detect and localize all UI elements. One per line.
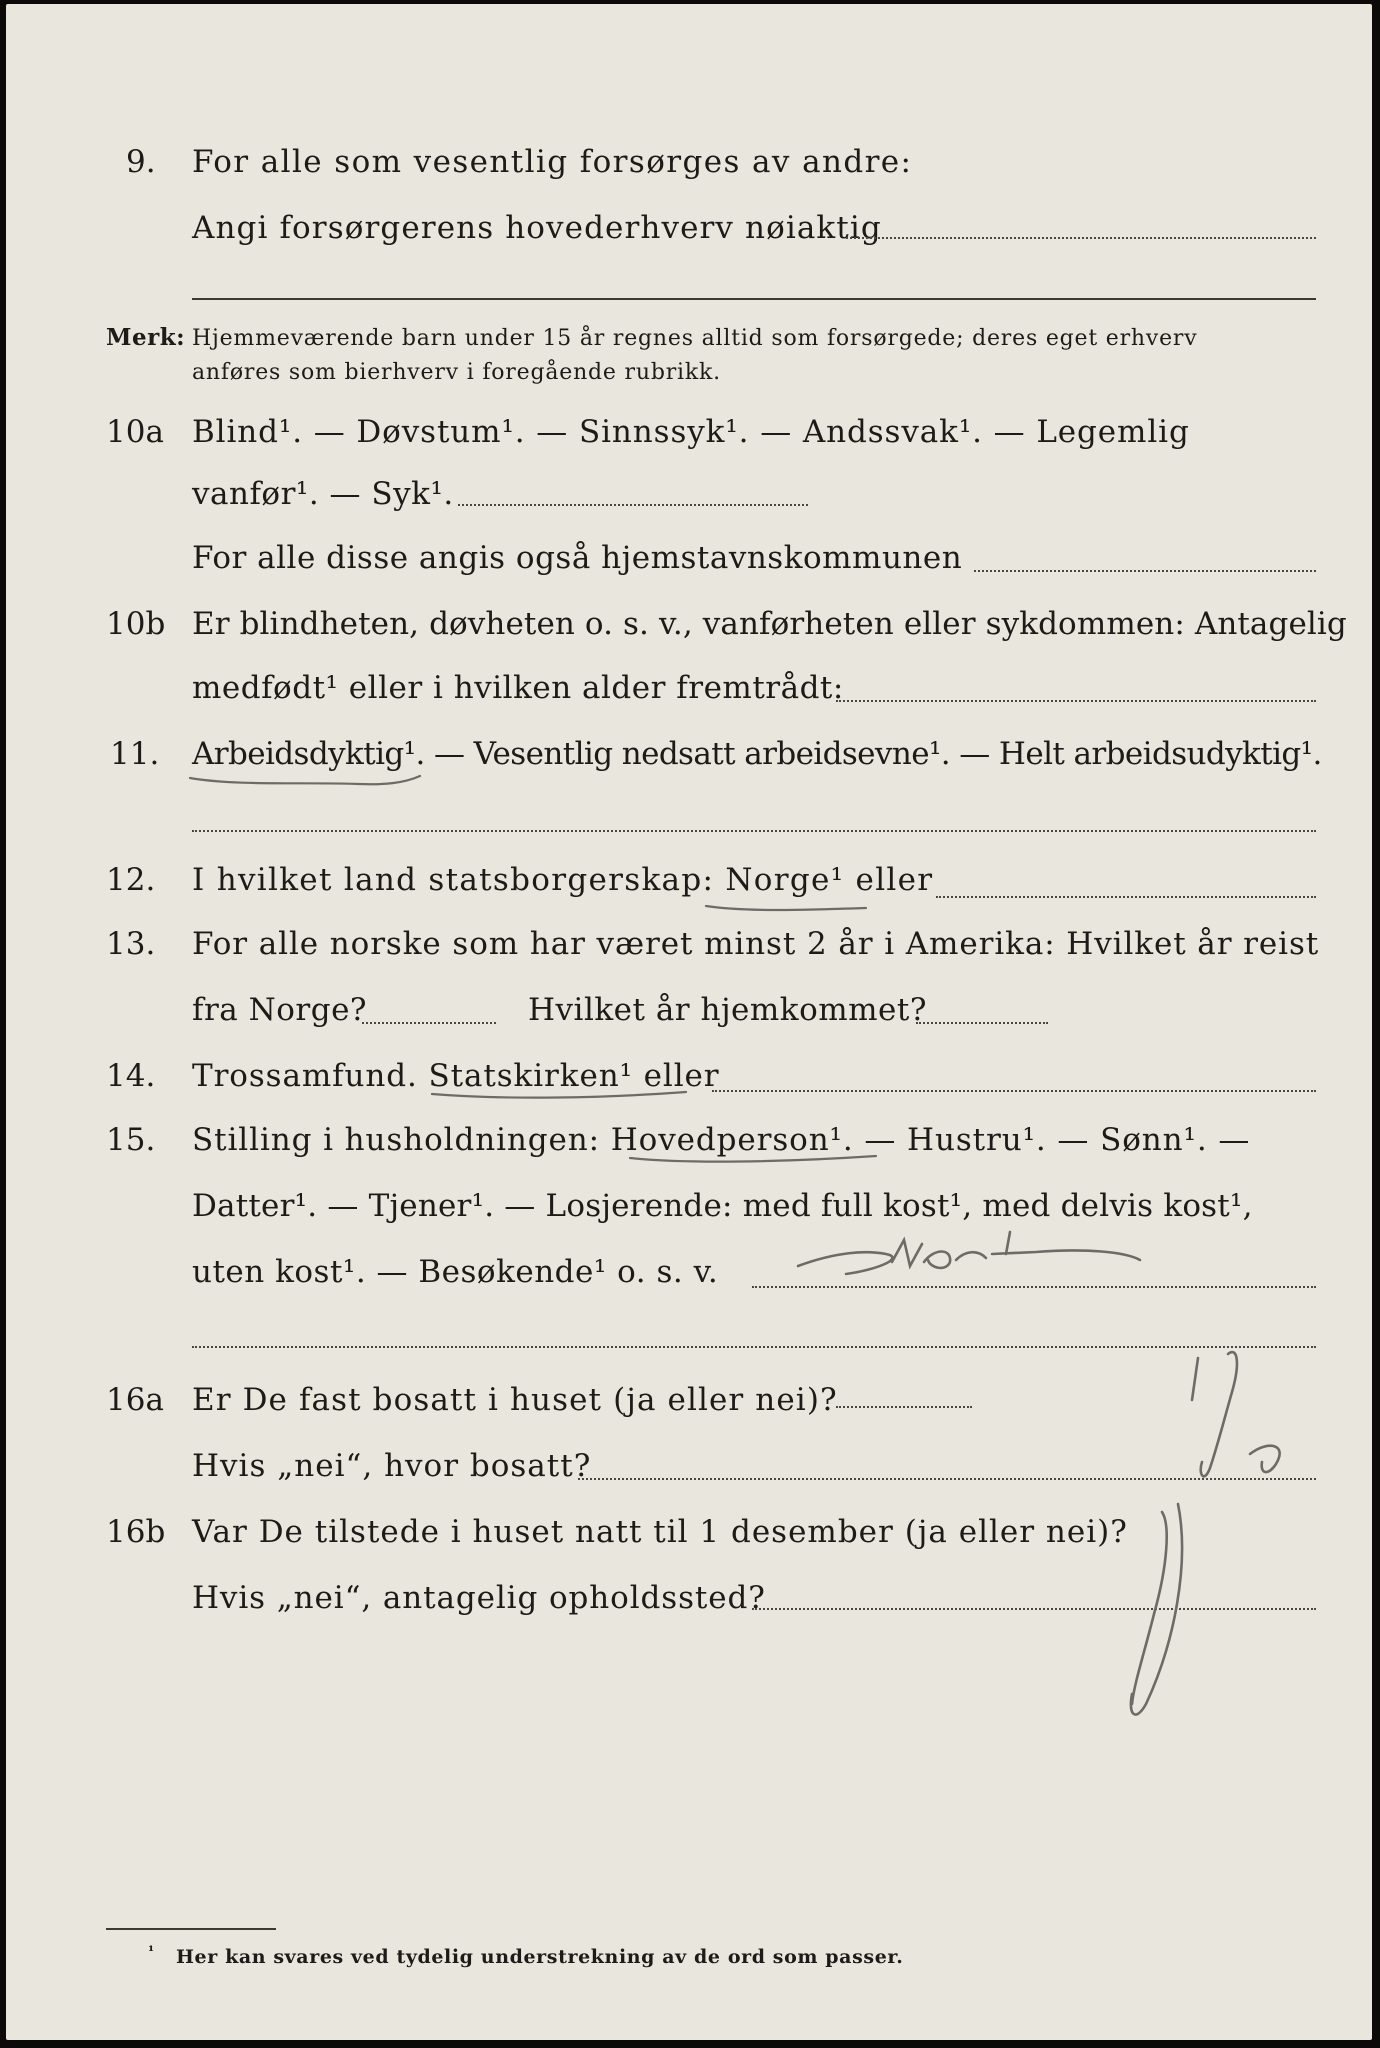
- q13-number: 13.: [106, 926, 156, 962]
- q10a-line3: For alle disse angis også hjemstavnskommunen: [192, 540, 963, 576]
- q16b-line2: Hvis „nei“, antagelig opholdssted?: [192, 1580, 766, 1616]
- q11-answer-line[interactable]: [192, 830, 1316, 832]
- q10a-answer-line[interactable]: [458, 504, 808, 506]
- q14-number: 14.: [106, 1058, 156, 1094]
- merk-line1: Hjemmeværende barn under 15 år regnes alltid som forsørgede; deres eget erhverv: [192, 326, 1198, 351]
- q16a-handwritten-ja: [1192, 1352, 1280, 1476]
- q14-answer-line[interactable]: [712, 1090, 1316, 1092]
- footnote-divider: [106, 1928, 276, 1930]
- q13-reist-line[interactable]: [362, 1022, 496, 1024]
- q15-number: 15.: [106, 1122, 156, 1158]
- q16a-bosatt-line[interactable]: [578, 1478, 1316, 1480]
- q11-number: 11.: [110, 736, 160, 772]
- q10b-number: 10b: [106, 606, 166, 642]
- q13-line1: For alle norske som har været minst 2 år i Amerika: Hvilket år reist: [192, 926, 1320, 962]
- merk-label: Merk:: [106, 324, 186, 351]
- q9-answer-line[interactable]: [846, 237, 1316, 239]
- q11-line1: Arbeidsdyktig¹. — Vesentlig nedsatt arbeidsevne¹. — Helt arbeidsudyktig¹.: [192, 736, 1322, 772]
- q12-line1: I hvilket land statsborgerskap: Norge¹ eller: [192, 862, 934, 898]
- q10a-hjemstavn-line[interactable]: [974, 570, 1316, 572]
- underline-norge: [706, 906, 866, 910]
- q16b-line1: Var De tilstede i huset natt til 1 desember (ja eller nei)?: [192, 1514, 1128, 1550]
- q12-number: 12.: [106, 862, 156, 898]
- q9-second-answer-line[interactable]: [192, 298, 1316, 300]
- q9-line1: For alle som vesentlig forsørges av andre:: [192, 144, 913, 180]
- q9-line2: Angi forsørgerens hovederhverv nøiaktig: [192, 210, 882, 246]
- q16a-answer-line[interactable]: [836, 1406, 972, 1408]
- q16a-number: 16a: [106, 1382, 164, 1418]
- q16a-line1: Er De fast bosatt i huset (ja eller nei)?: [192, 1382, 838, 1418]
- footnote-text: Her kan svares ved tydelig understrekning av de ord som passer.: [176, 1946, 904, 1968]
- q13-line2a: fra Norge?: [192, 992, 368, 1028]
- q13-hjemkommet-line[interactable]: [916, 1022, 1048, 1024]
- q15-handwritten-kost: [798, 1232, 1140, 1274]
- footnote-mark: ¹: [148, 1944, 155, 1960]
- q15-line3: uten kost¹. — Besøkende¹ o. s. v.: [192, 1254, 719, 1290]
- q16b-number: 16b: [106, 1514, 166, 1550]
- q15-answer-line[interactable]: [752, 1286, 1316, 1288]
- q16b-opholdssted-line[interactable]: [752, 1608, 1316, 1610]
- q16a-line2: Hvis „nei“, hvor bosatt?: [192, 1448, 592, 1484]
- q10b-answer-line[interactable]: [836, 700, 1316, 702]
- q10b-line1: Er blindheten, døvheten o. s. v., vanførheten eller sykdommen: Antagelig: [192, 606, 1347, 642]
- merk-line2: anføres som bierhverv i foregående rubrikk.: [192, 360, 721, 385]
- q15-line1: Stilling i husholdningen: Hovedperson¹. — Hustru¹. — Sønn¹. —: [192, 1122, 1251, 1158]
- q13-line2b: Hvilket år hjemkommet?: [528, 992, 927, 1028]
- q10a-number: 10a: [106, 414, 164, 450]
- q15-second-answer-line[interactable]: [192, 1346, 1316, 1348]
- q15-line2: Datter¹. — Tjener¹. — Losjerende: med full kost¹, med delvis kost¹,: [192, 1188, 1253, 1224]
- q12-answer-line[interactable]: [936, 896, 1316, 898]
- q14-line1: Trossamfund. Statskirken¹ eller: [192, 1058, 720, 1094]
- census-form-page: [6, 4, 1372, 2040]
- q10a-line1: Blind¹. — Døvstum¹. — Sinnssyk¹. — Andssvak¹. — Legemlig: [192, 414, 1190, 450]
- q10a-line2: vanfør¹. — Syk¹.: [192, 476, 454, 512]
- underline-arbeidsdyktig: [190, 776, 420, 784]
- q10b-line2: medfødt¹ eller i hvilken alder fremtrådt:: [192, 670, 844, 706]
- q9-number: 9.: [126, 144, 156, 180]
